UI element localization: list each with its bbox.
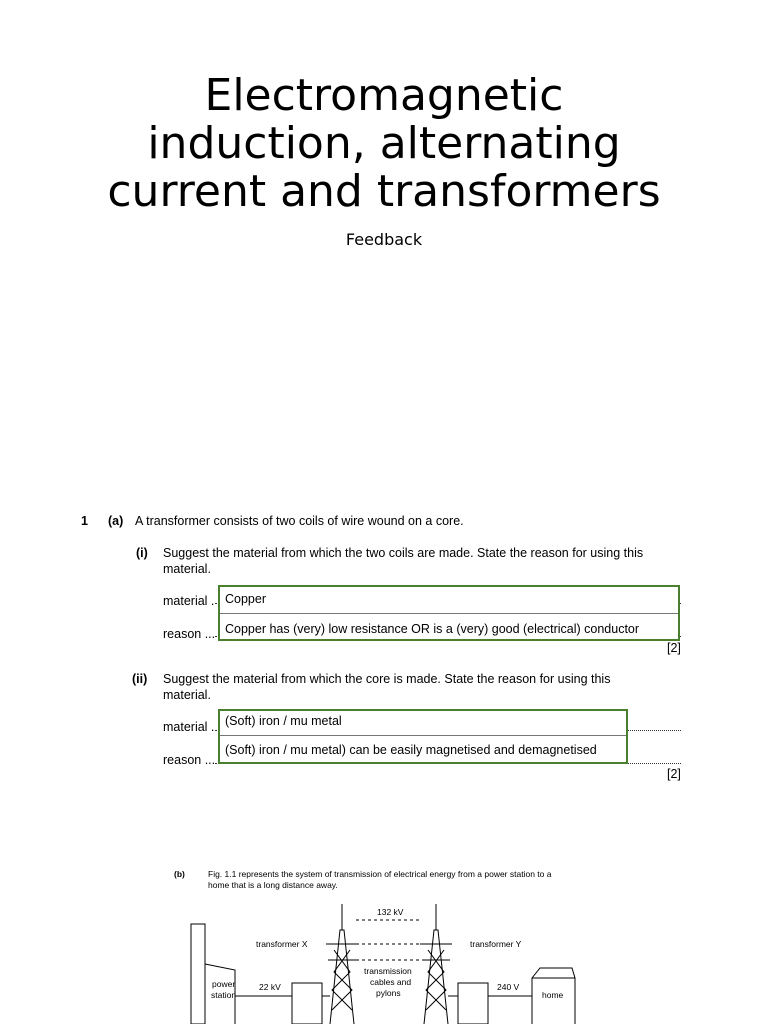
transmission-cables — [356, 920, 422, 960]
subpart-i-reason-label: reason ... — [163, 627, 216, 641]
subpart-ii-text-line1: Suggest the material from which the core is made. State the reason for using this — [163, 672, 611, 686]
pylon-right-shape — [420, 904, 452, 1024]
part-b-text-line1: Fig. 1.1 represents the system of transmission of electrical energy from a power station to a — [208, 869, 552, 879]
marks-i: [2] — [667, 641, 681, 655]
label-132kv: 132 kV — [377, 907, 404, 917]
answer-reason-ii: (Soft) iron / mu metal) can be easily magnetised and demagnetised — [225, 743, 597, 757]
subpart-i-material-label: material . — [163, 594, 215, 608]
subpart-ii-material-label: material . — [163, 720, 215, 734]
label-power: power — [212, 979, 236, 989]
title-line-2: induction, alternating — [147, 118, 621, 169]
transformer-x-shape — [292, 983, 322, 1024]
part-b-text-line2: home that is a long distance away. — [208, 880, 338, 890]
subpart-ii-reason-label: reason ... — [163, 753, 216, 767]
label-station: station — [211, 990, 237, 1000]
subtitle: Feedback — [345, 230, 423, 249]
answer-material-ii: (Soft) iron / mu metal — [225, 714, 342, 728]
part-b-label: (b) — [174, 869, 185, 879]
label-240v: 240 V — [497, 982, 520, 992]
marks-ii: [2] — [667, 767, 681, 781]
answer-divider — [220, 613, 678, 614]
label-transformer-x: transformer X — [256, 939, 308, 949]
title-line-1: Electromagnetic — [204, 70, 564, 121]
transmission-figure — [180, 900, 600, 1024]
transformer-y-shape — [458, 983, 488, 1024]
part-a-intro: A transformer consists of two coils of wire wound on a core. — [135, 514, 464, 528]
answer-reason-i: Copper has (very) low resistance OR is a (very) good (electrical) conductor — [225, 622, 640, 636]
answer-divider — [220, 735, 626, 736]
answer-box-i — [218, 585, 680, 641]
question-number: 1 — [81, 514, 88, 528]
subpart-i-text-line1: Suggest the material from which the two coils are made. State the reason for using this — [163, 546, 644, 560]
label-pylons: pylons — [376, 988, 401, 998]
subpart-i-text-line2: material. — [163, 562, 211, 576]
subpart-ii-text-line2: material. — [163, 688, 211, 702]
pylon-left-shape — [326, 904, 358, 1024]
subpart-i-label: (i) — [136, 546, 148, 560]
label-transformer-y: transformer Y — [470, 939, 522, 949]
transmission-diagram — [180, 900, 600, 1024]
label-22kv: 22 kV — [259, 982, 281, 992]
answer-box-ii — [218, 709, 628, 764]
label-cables-and: cables and — [370, 977, 412, 987]
label-transmission: transmission — [364, 966, 412, 976]
label-home: home — [542, 990, 564, 1000]
part-a-label: (a) — [108, 514, 124, 528]
title-line-3: current and transformers — [107, 166, 661, 217]
answer-material-i: Copper — [225, 592, 266, 606]
chimney-shape — [191, 924, 205, 1024]
subpart-ii-label: (ii) — [132, 672, 148, 686]
page-title — [0, 72, 768, 216]
